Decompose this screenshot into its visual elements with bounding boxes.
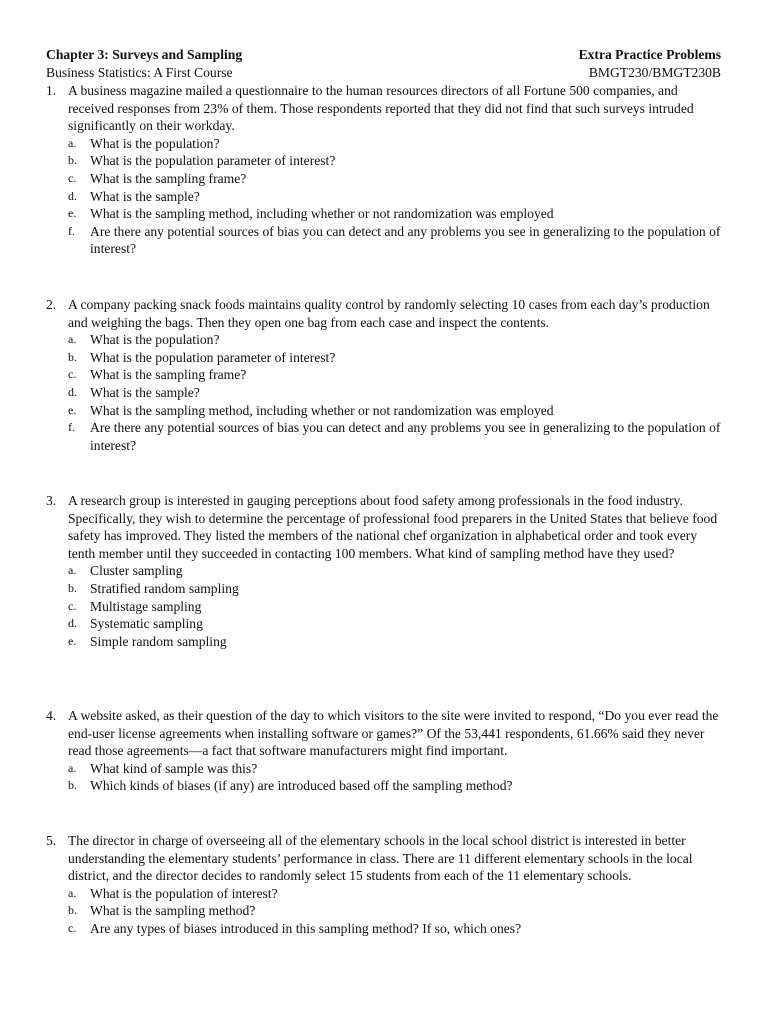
answer-choice: [68, 580, 724, 598]
sub-text: What is the sample?: [90, 188, 200, 204]
sub-text: Which kinds of biases (if any) are introduced based off the sampling method?: [90, 778, 513, 794]
page-header: [46, 46, 721, 82]
problem-text: A business magazine mailed a questionnaire to the human resources directors of all Fortune 500 companies, and received responses from 23% of them. Those respondents reported that they did not find that such surveys intruded significantly on their workday.: [68, 83, 694, 134]
sub-letter: a.: [68, 885, 77, 900]
choice-text: Cluster sampling: [90, 563, 183, 579]
problem-text: A website asked, as their question of the day to which visitors to the site were invited to respond, “Do you ever read the end-user license agreements when installing software or games?” Of the 53,441 respondents, 61.66% said they never read those agreements—a fact that software manufacturers might find important.: [68, 708, 719, 759]
problem-number: 5.: [46, 833, 57, 848]
sub-text: Are there any potential sources of bias you can detect and any problems you see in generalizing to the population of interest?: [90, 223, 721, 257]
sub-text: What is the population?: [90, 135, 220, 151]
sub-text: What is the sampling frame?: [90, 170, 247, 186]
choice-text: Simple random sampling: [90, 633, 227, 649]
document-title: Extra Practice Problems: [578, 47, 721, 62]
sub-question: [68, 760, 724, 778]
sub-question: [68, 885, 724, 903]
sub-letter: a.: [68, 760, 77, 775]
problem-number: 1.: [46, 83, 57, 98]
choice-letter: b.: [68, 580, 77, 595]
sub-letter: c.: [68, 367, 77, 382]
choice-text: Systematic sampling: [90, 616, 203, 632]
problem-number: 2.: [46, 297, 57, 312]
sub-text: What is the sampling method, including whether or not randomization was employed: [90, 206, 554, 222]
sub-question: [68, 135, 724, 153]
problem-text: A research group is interested in gauging perceptions about food safety among professionals in the food industry. Specifically, they wish to determine the percentage of professional food preparers in the United States that believe food safety has improved. They listed the members of the national chef organization in alphabetical order and took every tenth member until they succeeded in contacting 100 members. What kind of sampling method have they used?: [68, 493, 718, 561]
sub-letter: b.: [68, 153, 77, 168]
sub-question: [68, 902, 724, 920]
sub-text: What is the population parameter of interest?: [90, 153, 336, 169]
answer-choice: [68, 598, 724, 616]
sub-text: What is the population parameter of interest?: [90, 349, 336, 365]
chapter-title: Chapter 3: Surveys and Sampling: [46, 47, 243, 62]
answer-choice: [68, 615, 724, 633]
sub-text: Are any types of biases introduced in this sampling method? If so, which ones?: [90, 920, 522, 936]
problem-5: [46, 832, 724, 938]
problem-3: [46, 492, 724, 650]
sub-question-list: [68, 760, 724, 795]
sub-question: [68, 349, 724, 367]
sub-question: [68, 366, 724, 384]
sub-question: [68, 419, 724, 454]
sub-question: [68, 188, 724, 206]
sub-text: What is the sampling method, including whether or not randomization was employed: [90, 402, 554, 418]
choice-text: Multistage sampling: [90, 598, 202, 614]
problem-1: [46, 82, 724, 258]
sub-text: What is the population?: [90, 332, 220, 348]
answer-choice-list: [68, 562, 724, 650]
sub-letter: f.: [68, 223, 75, 238]
sub-question: [68, 384, 724, 402]
sub-question: [68, 223, 724, 258]
sub-question: [68, 920, 724, 938]
problem-number: 4.: [46, 708, 57, 723]
choice-letter: d.: [68, 616, 77, 631]
sub-text: What is the sample?: [90, 384, 200, 400]
sub-letter: e.: [68, 402, 77, 417]
sub-text: What is the sampling method?: [90, 903, 256, 919]
sub-letter: a.: [68, 135, 77, 150]
sub-question: [68, 170, 724, 188]
choice-text: Stratified random sampling: [90, 580, 239, 596]
choice-letter: e.: [68, 633, 77, 648]
sub-letter: d.: [68, 384, 77, 399]
sub-letter: f.: [68, 420, 75, 435]
sub-question: [68, 331, 724, 349]
problem-number: 3.: [46, 493, 57, 508]
sub-text: What is the population of interest?: [90, 885, 278, 901]
sub-letter: d.: [68, 188, 77, 203]
problem-text: The director in charge of overseeing all of the elementary schools in the local school district is interested in better understanding the elementary students’ performance in class. There are 11 different elementary schools in the local district, and the director decides to randomly select 15 students from each of the 11 elementary schools.: [68, 833, 693, 884]
course-code: BMGT230/BMGT230B: [588, 65, 721, 80]
choice-letter: a.: [68, 563, 77, 578]
sub-text: Are there any potential sources of bias you can detect and any problems you see in generalizing to the population of interest?: [90, 420, 721, 453]
sub-letter: c.: [68, 920, 77, 935]
sub-letter: c.: [68, 170, 77, 185]
sub-text: What is the sampling frame?: [90, 367, 247, 383]
sub-question-list: [68, 331, 724, 454]
problem-2: [46, 296, 724, 454]
problem-4: [46, 707, 724, 795]
choice-letter: c.: [68, 598, 77, 613]
sub-letter: b.: [68, 778, 77, 793]
sub-question-list: [68, 885, 724, 938]
sub-question: [68, 402, 724, 420]
sub-letter: b.: [68, 349, 77, 364]
sub-letter: a.: [68, 332, 77, 347]
sub-letter: b.: [68, 903, 77, 918]
sub-question: [68, 205, 724, 223]
book-title: Business Statistics: A First Course: [46, 65, 233, 80]
sub-question: [68, 777, 724, 795]
problem-text: A company packing snack foods maintains quality control by randomly selecting 10 cases from each day’s production and weighing the bags. Then they open one bag from each case and inspect the contents.: [68, 297, 710, 330]
sub-letter: e.: [68, 206, 77, 221]
answer-choice: [68, 562, 724, 580]
sub-question-list: [68, 135, 724, 258]
sub-question: [68, 152, 724, 170]
sub-text: What kind of sample was this?: [90, 760, 258, 776]
answer-choice: [68, 633, 724, 651]
